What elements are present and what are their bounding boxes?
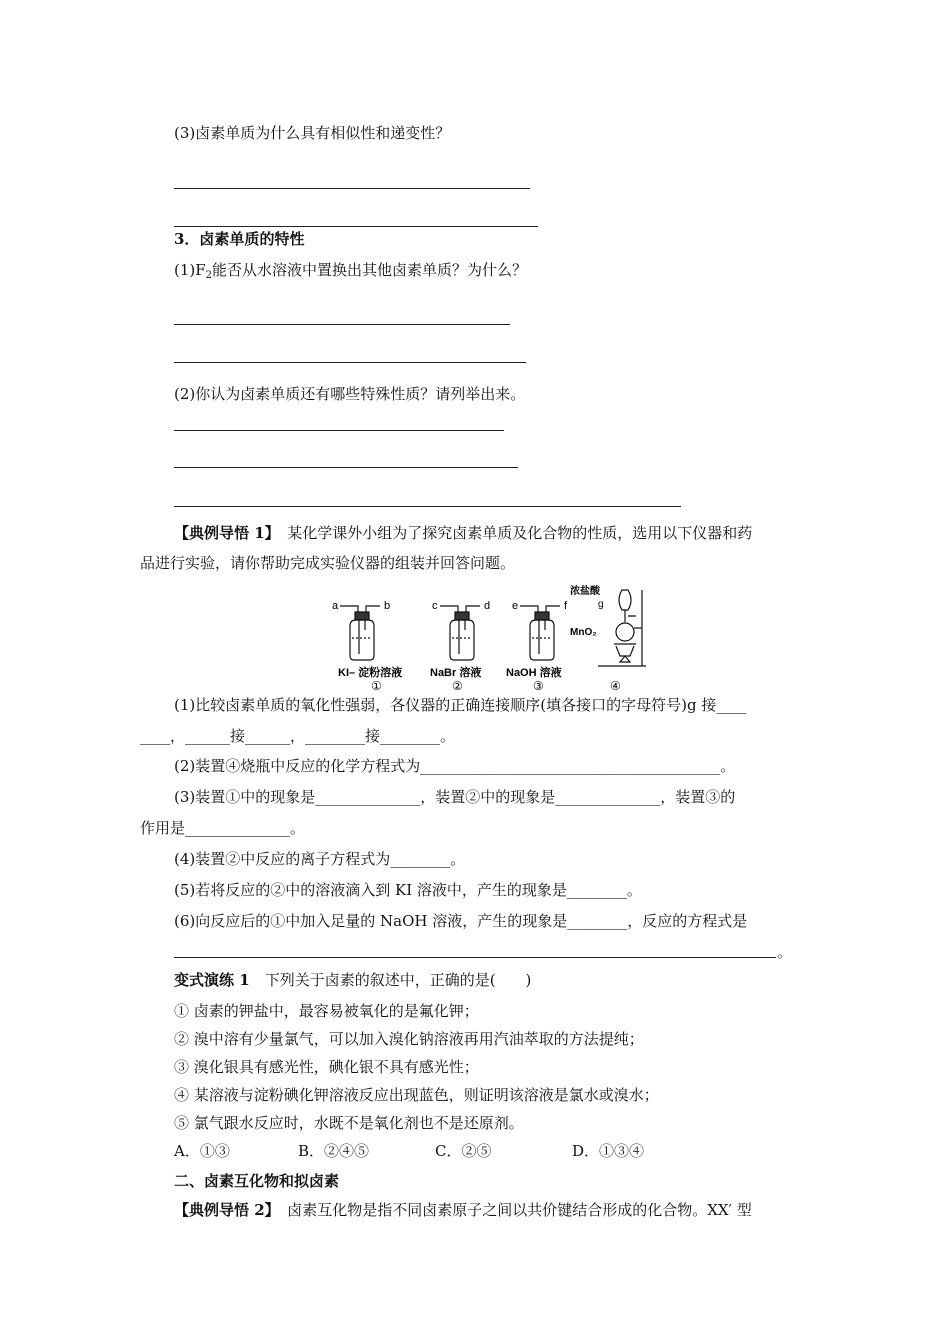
- variant-item: ④ 某溶液与淀粉碘化钾溶液反应出现蓝色，则证明该溶液是氯水或溴水；: [174, 1086, 659, 1104]
- device-1-number: ①: [371, 679, 382, 692]
- question-3-1: $(1)F_2$能否从水溶液中置换出其他卤素单质？为什么？: [174, 261, 528, 281]
- part-6-line-1: (6)向反应后的①中加入足量的 NaOH 溶液，产生的现象是________，反应的方程式是: [174, 912, 748, 930]
- question-3-2: (2)你认为卤素单质还有哪些特殊性质？请列举出来。: [174, 385, 526, 403]
- answer-line: [174, 467, 518, 468]
- bottle-2-label: NaBr 溶液: [430, 667, 482, 679]
- answer-line: [174, 362, 526, 363]
- device-3-number: ③: [533, 679, 544, 692]
- mno2-label: MnO₂: [570, 627, 597, 638]
- answer-line: [174, 188, 530, 189]
- variant-item: ① 卤素的钾盐中，最容易被氧化的是氟化钾；: [174, 1002, 479, 1020]
- acid-label: 浓盐酸: [570, 586, 600, 597]
- answer-line: [174, 226, 538, 227]
- option-a: A．①③: [174, 1142, 230, 1160]
- variant-item: ② 溴中溶有少量氯气，可以加入溴化钠溶液再用汽油萃取的方法提纯；: [174, 1030, 644, 1048]
- option-c: C．②⑤: [435, 1142, 492, 1160]
- device-2-number: ②: [452, 679, 463, 692]
- variant-1-question: 变式演练 1 下列关于卤素的叙述中，正确的是( ): [174, 971, 532, 989]
- example-1-line-1: 【典例导悟 1】 某化学课外小组为了探究卤素单质及化合物的性质，选用以下仪器和药: [174, 524, 753, 542]
- part-4: (4)装置②中反应的离子方程式为________。: [174, 850, 466, 868]
- answer-line: [174, 430, 504, 431]
- answer-line: [174, 957, 776, 958]
- port-g-label: g: [598, 599, 604, 610]
- part-3-line-2: 作用是______________。: [140, 819, 306, 837]
- part-3-line-1: (3)装置①中的现象是______________，装置②中的现象是______________，装置③的: [174, 788, 736, 806]
- example-2-line-1: 【典例导悟 2】 卤素互化物是指不同卤素原子之间以共价键结合形成的化合物。XX′ 型: [174, 1201, 752, 1219]
- option-b: B．②④⑤: [298, 1142, 370, 1160]
- part-2: (2)装置④烧瓶中反应的化学方程式为________________________________________。: [174, 757, 736, 775]
- apparatus-figure: [330, 580, 650, 692]
- example-1-line-2: 品进行实验，请你帮助完成实验仪器的组装并回答问题。: [140, 554, 516, 572]
- bottle-1-label: KI– 淀粉溶液: [338, 667, 403, 679]
- answer-line: [174, 506, 681, 507]
- part-6-end: 。: [777, 943, 793, 961]
- port-d-label: d: [484, 600, 491, 612]
- question-3-3: (3)卤素单质为什么具有相似性和递变性？: [174, 124, 451, 142]
- part-5: (5)若将反应的②中的溶液滴入到 KI 溶液中，产生的现象是________。: [174, 881, 642, 899]
- port-f-label: f: [564, 600, 568, 612]
- option-d: D．①③④: [572, 1142, 645, 1160]
- section-2-title: 二、卤素互化物和拟卤素: [174, 1172, 340, 1190]
- port-a-label: a: [332, 600, 339, 612]
- device-4-number: ④: [610, 679, 621, 692]
- answer-line: [174, 324, 510, 325]
- bottle-3-label: NaOH 溶液: [506, 667, 562, 679]
- port-b-label: b: [384, 600, 391, 612]
- section-title: 3．卤素单质的特性: [174, 230, 305, 248]
- port-c-label: c: [432, 600, 438, 612]
- part-1-line-1: (1)比较卤素单质的氧化性强弱，各仪器的正确连接顺序(填各接口的字母符号)g 接____: [174, 696, 747, 714]
- part-1-line-2: ____，______接______，________接________。: [140, 727, 456, 745]
- port-e-label: e: [512, 600, 519, 612]
- variant-item: ③ 溴化银具有感光性，碘化银不具有感光性；: [174, 1058, 479, 1076]
- variant-item: ⑤ 氯气跟水反应时，水既不是氧化剂也不是还原剂。: [174, 1114, 524, 1132]
